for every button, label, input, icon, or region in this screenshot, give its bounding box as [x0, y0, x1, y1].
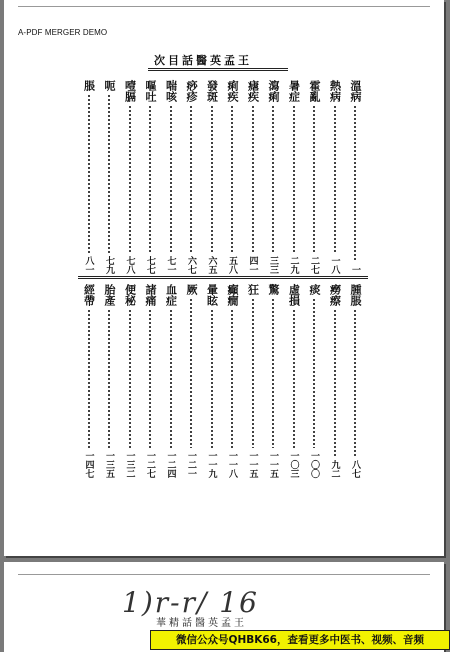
toc-entry-label: 經帶 — [82, 284, 96, 306]
toc-entry-page: 二七 — [309, 256, 319, 274]
toc-title: 王孟英醫話目次 — [154, 54, 252, 67]
toc-entry-label: 瀉痢 — [267, 80, 280, 102]
header-rule — [18, 6, 430, 7]
dot-leader — [354, 309, 356, 457]
dot-leader — [190, 298, 192, 448]
dot-leader — [170, 105, 172, 253]
toc-entry — [143, 284, 157, 478]
dot-leader — [211, 105, 213, 253]
toc-entry — [225, 284, 239, 478]
toc-entry — [307, 284, 321, 478]
toc-entry-label: 暈眩 — [205, 284, 219, 306]
dot-leader — [272, 105, 274, 253]
toc-entry-page: 一 — [350, 265, 360, 274]
watermark: A-PDF MERGER DEMO — [18, 28, 108, 37]
toc-entry-label: 驚 — [267, 284, 280, 295]
document-page-1 — [4, 0, 444, 556]
toc-entry-page: 三三 — [268, 256, 278, 274]
toc-entry — [307, 80, 321, 274]
dot-leader — [252, 298, 254, 448]
toc-entry-page: 二九 — [288, 256, 299, 274]
title-underline-2 — [148, 70, 288, 71]
toc-entry-label: 發斑 — [205, 80, 219, 102]
toc-entry-page: 六五 — [206, 256, 217, 274]
toc-entry-page: 一一五 — [247, 451, 258, 478]
toc-entry — [266, 80, 280, 274]
toc-entry-label: 呃 — [103, 80, 116, 91]
dot-leader — [149, 309, 151, 448]
toc-entry — [348, 284, 362, 478]
dot-leader — [313, 298, 315, 448]
toc-entry-label: 喘咳 — [164, 80, 178, 102]
toc-entry-label: 噎膈 — [123, 80, 137, 102]
toc-entry-page: 一四七 — [83, 451, 94, 478]
toc-entry-label: 暑症 — [287, 80, 301, 102]
toc-entry-label: 痰 — [308, 284, 321, 295]
toc-entry-page: 一二一 — [186, 451, 196, 478]
toc-entry-page: 一〇〇 — [309, 451, 319, 478]
toc-entry — [123, 284, 137, 478]
toc-entry-page: 一三二 — [124, 451, 135, 478]
dot-leader — [211, 309, 213, 448]
toc-entry — [246, 80, 260, 274]
dot-leader — [272, 298, 274, 448]
dot-leader — [149, 105, 151, 253]
toc-entry — [184, 284, 198, 478]
dot-leader — [231, 309, 233, 448]
dot-leader — [170, 309, 172, 448]
toc-entry — [82, 80, 96, 274]
dot-leader — [293, 309, 295, 448]
toc-entry-page: 七八 — [124, 256, 135, 274]
toc-entry — [184, 80, 198, 274]
toc-entry — [348, 80, 362, 274]
toc-entry — [328, 80, 342, 274]
toc-entry — [225, 80, 239, 274]
toc-entry-page: 一一八 — [227, 451, 237, 478]
toc-entry-page: 七一 — [165, 256, 176, 274]
toc-entry-label: 脹 — [82, 80, 96, 91]
toc-entry-page: 五八 — [227, 256, 237, 274]
toc-entry-page: 九二 — [329, 460, 340, 478]
toc-entry — [164, 284, 178, 478]
section-divider-2 — [78, 278, 368, 279]
section-divider — [78, 276, 368, 277]
toc-entry — [246, 284, 260, 478]
toc-entry — [102, 80, 116, 274]
toc-entry-label: 痧疹 — [185, 80, 198, 102]
dot-leader — [108, 309, 110, 448]
toc-entry — [266, 284, 280, 478]
toc-entry-label: 胎產 — [103, 284, 116, 306]
dot-leader — [354, 105, 356, 262]
toc-entry-page: 六七 — [186, 256, 196, 274]
toc-entry-page: 一三五 — [104, 451, 114, 478]
toc-entry — [164, 80, 178, 274]
toc-entry — [205, 284, 219, 478]
toc-entry-label: 癆瘵 — [328, 284, 342, 306]
dot-leader — [252, 105, 254, 253]
title-underline — [148, 68, 288, 69]
toc-entry — [143, 80, 157, 274]
toc-entry-page: 一二七 — [145, 451, 155, 478]
dot-leader — [190, 105, 192, 253]
toc-entry-label: 痢疾 — [226, 80, 239, 102]
toc-entry — [102, 284, 116, 478]
toc-entry-label: 瘧疾 — [246, 80, 260, 102]
dot-leader — [129, 105, 131, 253]
toc-entry — [82, 284, 96, 478]
dot-leader — [334, 309, 336, 457]
toc-entry-page: 一八 — [329, 256, 340, 274]
dot-leader — [334, 105, 336, 253]
toc-entry-label: 厥 — [185, 284, 198, 295]
dot-leader — [108, 94, 110, 253]
header-rule-2 — [18, 574, 430, 575]
toc-entry-label: 諸痛 — [144, 284, 157, 306]
toc-entry-label: 血症 — [164, 284, 178, 306]
toc-entry-page: 一一五 — [268, 451, 278, 478]
toc-entry-label: 腫脹 — [349, 284, 362, 306]
handwritten-annotation: 1)r-r/ 16 — [122, 586, 259, 619]
toc-entry — [328, 284, 342, 478]
toc-entry-page: 一二四 — [165, 451, 176, 478]
toc-entry-label: 熱病 — [328, 80, 342, 102]
dot-leader — [313, 105, 315, 253]
toc-entry-page: 七七 — [145, 256, 155, 274]
toc-entry-page: 一一九 — [206, 451, 217, 478]
toc-entry — [287, 284, 301, 478]
toc-entry-page: 七九 — [104, 256, 114, 274]
toc-entry-page: 四一 — [247, 256, 258, 274]
promo-banner: 微信公众号QHBK66，查看更多中医书、视频、音频 — [150, 630, 450, 650]
dot-leader — [88, 309, 90, 448]
toc-entry-label: 狂 — [246, 284, 260, 295]
dot-leader — [231, 105, 233, 253]
toc-entry-label: 便秘 — [123, 284, 137, 306]
dot-leader — [88, 94, 90, 253]
toc-entry-label: 霍亂 — [308, 80, 321, 102]
toc-entry-page: 八一 — [83, 256, 94, 274]
dot-leader — [129, 309, 131, 448]
toc-entry-label: 癲癇 — [226, 284, 239, 306]
toc-entry — [287, 80, 301, 274]
dot-leader — [293, 105, 295, 253]
toc-entry-label: 嘔吐 — [144, 80, 157, 102]
toc-entry-page: 八七 — [350, 460, 360, 478]
toc-entry-page: 一〇三 — [288, 451, 299, 478]
toc-entry — [123, 80, 137, 274]
page-2-heading: 王孟英醫話精華 — [156, 618, 247, 629]
toc-entry-label: 虛損 — [287, 284, 301, 306]
toc-entry-label: 溫病 — [349, 80, 362, 102]
toc-entry — [205, 80, 219, 274]
